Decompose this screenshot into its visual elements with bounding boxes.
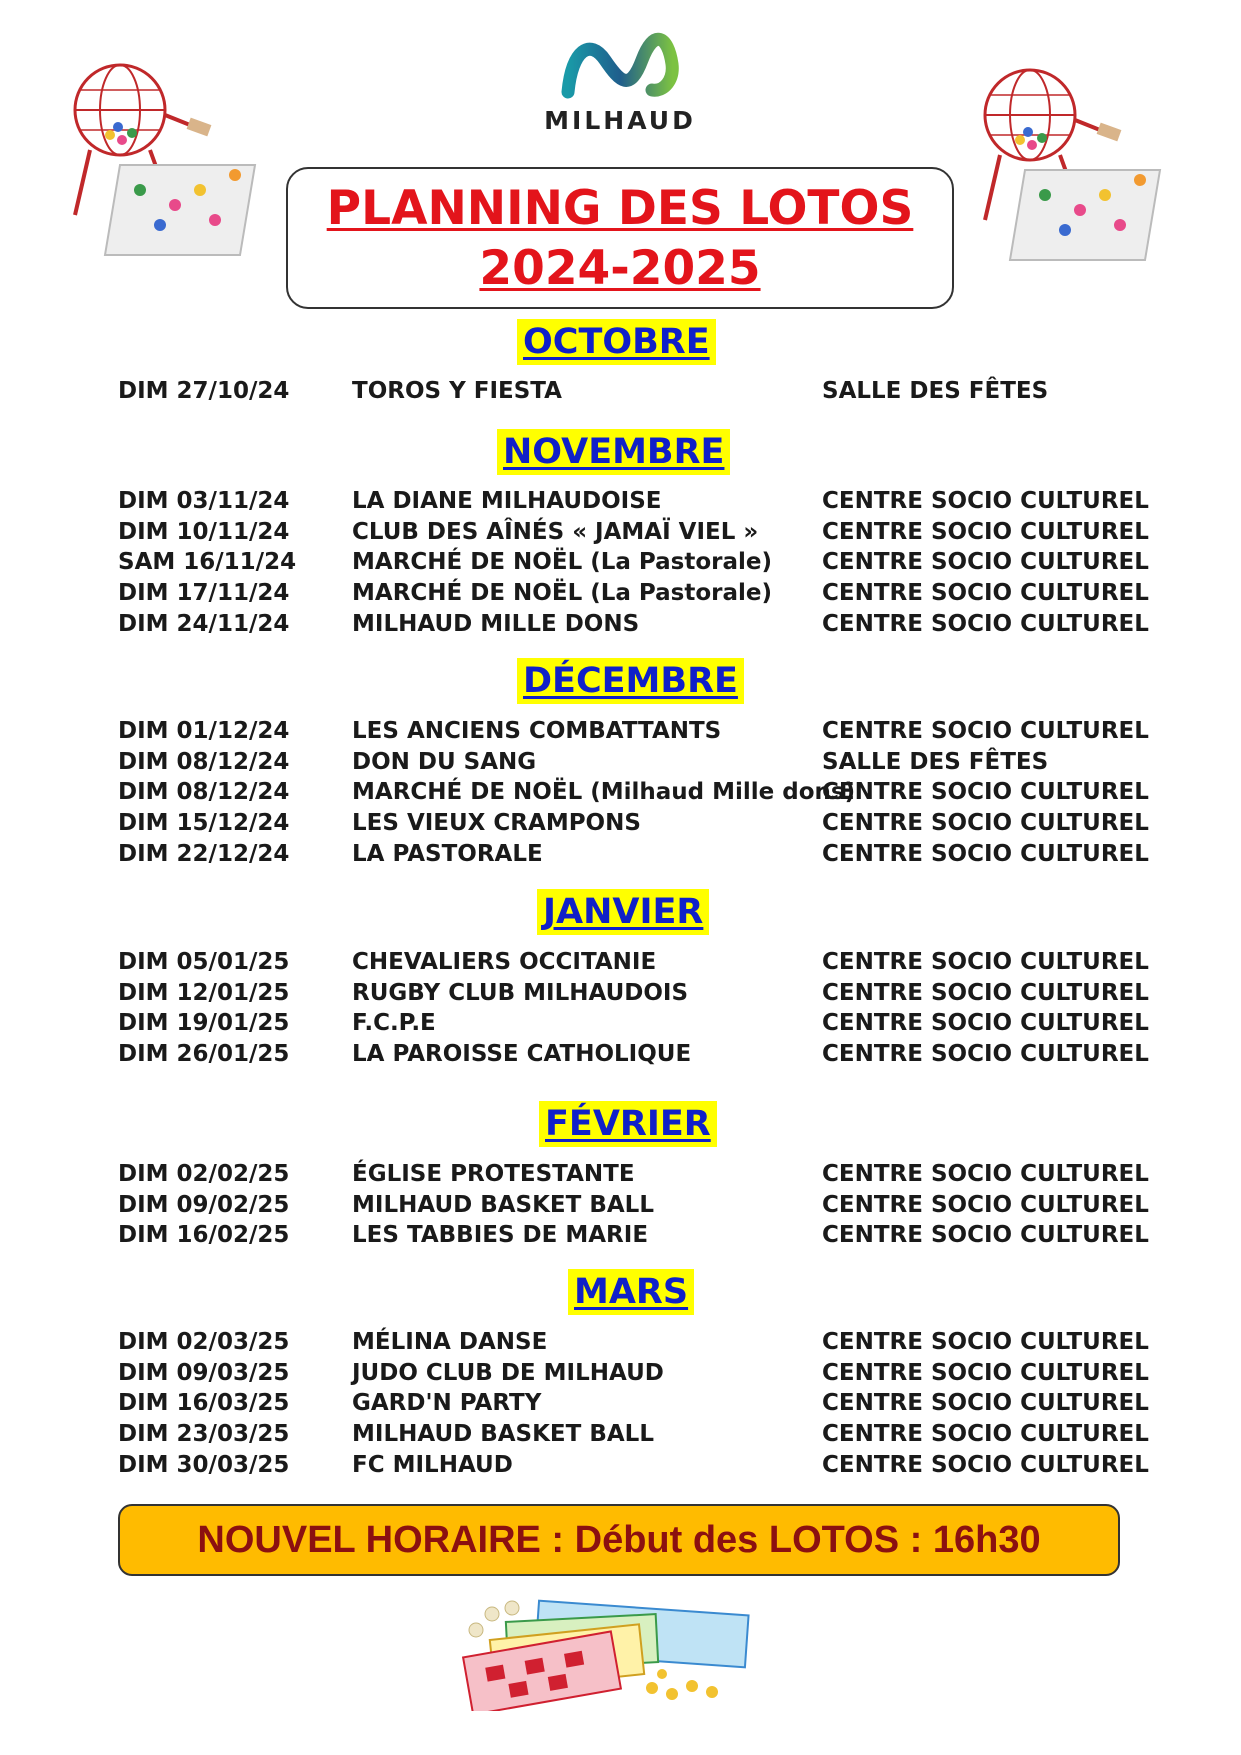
event-date: DIM 02/03/25 (118, 1329, 290, 1355)
event-date: DIM 24/11/24 (118, 611, 290, 637)
schedule-row (0, 1008, 1241, 1039)
event-venue: CENTRE SOCIO CULTUREL (822, 611, 1149, 637)
title-box (286, 167, 954, 309)
event-organizer: LA DIANE MILHAUDOISE (352, 488, 662, 514)
event-venue: SALLE DES FÊTES (822, 749, 1049, 775)
event-venue: CENTRE SOCIO CULTUREL (822, 1161, 1149, 1187)
schedule-row (0, 808, 1241, 839)
event-date: DIM 19/01/25 (118, 1010, 290, 1036)
event-organizer: F.C.P.E (352, 1010, 436, 1036)
schedule-row (0, 1358, 1241, 1389)
event-date: DIM 15/12/24 (118, 810, 290, 836)
event-organizer: MARCHÉ DE NOËL (La Pastorale) (352, 549, 773, 575)
event-organizer: MARCHÉ DE NOËL (Milhaud Mille dons) (352, 779, 856, 805)
schedule-row (0, 1190, 1241, 1221)
month-heading: MARS (568, 1269, 694, 1315)
event-date: DIM 05/01/25 (118, 949, 290, 975)
schedule-row (0, 1327, 1241, 1358)
event-venue: SALLE DES FÊTES (822, 378, 1049, 404)
event-date: DIM 10/11/24 (118, 519, 290, 545)
event-date: DIM 09/03/25 (118, 1360, 290, 1386)
schedule-row (0, 1388, 1241, 1419)
event-organizer: MÉLINA DANSE (352, 1329, 548, 1355)
bingo-board-icon (1005, 165, 1165, 265)
schedule-row (0, 517, 1241, 548)
event-organizer: LA PAROISSE CATHOLIQUE (352, 1041, 692, 1067)
page-title: PLANNING DES LOTOS (326, 181, 914, 236)
event-venue: CENTRE SOCIO CULTUREL (822, 980, 1149, 1006)
event-organizer: RUGBY CLUB MILHAUDOIS (352, 980, 689, 1006)
event-venue: CENTRE SOCIO CULTUREL (822, 1222, 1149, 1248)
schedule-row (0, 716, 1241, 747)
month-heading: DÉCEMBRE (517, 658, 744, 704)
event-venue: CENTRE SOCIO CULTUREL (822, 549, 1149, 575)
event-venue: CENTRE SOCIO CULTUREL (822, 519, 1149, 545)
event-venue: CENTRE SOCIO CULTUREL (822, 1329, 1149, 1355)
event-organizer: LES TABBIES DE MARIE (352, 1222, 649, 1248)
event-date: DIM 17/11/24 (118, 580, 290, 606)
schedule-row (0, 1419, 1241, 1450)
event-date: DIM 08/12/24 (118, 779, 290, 805)
event-organizer: CLUB DES AÎNÉS « JAMAÏ VIEL » (352, 519, 759, 545)
schedule-notice-banner: NOUVEL HORAIRE : Début des LOTOS : 16h30 (118, 1504, 1120, 1576)
season-title: 2024-2025 (479, 241, 761, 296)
event-organizer: MILHAUD BASKET BALL (352, 1192, 654, 1218)
schedule-row (0, 547, 1241, 578)
event-date: DIM 23/03/25 (118, 1421, 290, 1447)
month-heading: NOVEMBRE (497, 429, 730, 475)
event-organizer: JUDO CLUB DE MILHAUD (352, 1360, 664, 1386)
month-heading: OCTOBRE (517, 319, 716, 365)
schedule-row (0, 1039, 1241, 1070)
month-heading: JANVIER (537, 889, 709, 935)
event-organizer: DON DU SANG (352, 749, 537, 775)
event-date: DIM 02/02/25 (118, 1161, 290, 1187)
milhaud-wave-icon (560, 30, 680, 100)
event-venue: CENTRE SOCIO CULTUREL (822, 841, 1149, 867)
schedule-row (0, 1450, 1241, 1481)
logo-text: MILHAUD (544, 106, 696, 135)
event-date: DIM 26/01/25 (118, 1041, 290, 1067)
event-organizer: GARD'N PARTY (352, 1390, 542, 1416)
schedule-row (0, 1220, 1241, 1251)
event-venue: CENTRE SOCIO CULTUREL (822, 949, 1149, 975)
event-date: DIM 09/02/25 (118, 1192, 290, 1218)
event-date: DIM 16/03/25 (118, 1390, 290, 1416)
event-date: DIM 08/12/24 (118, 749, 290, 775)
event-date: DIM 16/02/25 (118, 1222, 290, 1248)
event-venue: CENTRE SOCIO CULTUREL (822, 1452, 1149, 1478)
event-date: DIM 30/03/25 (118, 1452, 290, 1478)
event-date: DIM 27/10/24 (118, 378, 290, 404)
event-venue: CENTRE SOCIO CULTUREL (822, 1010, 1149, 1036)
schedule-row (0, 978, 1241, 1009)
month-heading: FÉVRIER (539, 1101, 717, 1147)
schedule-row (0, 777, 1241, 808)
event-organizer: MILHAUD MILLE DONS (352, 611, 640, 637)
event-venue: CENTRE SOCIO CULTUREL (822, 1390, 1149, 1416)
event-organizer: ÉGLISE PROTESTANTE (352, 1161, 635, 1187)
event-venue: CENTRE SOCIO CULTUREL (822, 1421, 1149, 1447)
milhaud-logo (520, 30, 720, 135)
event-date: DIM 01/12/24 (118, 718, 290, 744)
schedule-row (0, 578, 1241, 609)
schedule-row (0, 486, 1241, 517)
event-organizer: LA PASTORALE (352, 841, 543, 867)
event-organizer: FC MILHAUD (352, 1452, 513, 1478)
event-date: DIM 03/11/24 (118, 488, 290, 514)
event-venue: CENTRE SOCIO CULTUREL (822, 718, 1149, 744)
event-venue: CENTRE SOCIO CULTUREL (822, 779, 1149, 805)
schedule-row (0, 376, 1241, 407)
event-date: SAM 16/11/24 (118, 549, 297, 575)
bingo-board-icon (100, 160, 260, 260)
event-date: DIM 12/01/25 (118, 980, 290, 1006)
event-organizer: CHEVALIERS OCCITANIE (352, 949, 657, 975)
bingo-cards-icon (462, 1596, 762, 1711)
event-venue: CENTRE SOCIO CULTUREL (822, 488, 1149, 514)
schedule-row (0, 609, 1241, 640)
event-venue: CENTRE SOCIO CULTUREL (822, 810, 1149, 836)
event-venue: CENTRE SOCIO CULTUREL (822, 1360, 1149, 1386)
event-venue: CENTRE SOCIO CULTUREL (822, 580, 1149, 606)
schedule-row (0, 1159, 1241, 1190)
event-organizer: MILHAUD BASKET BALL (352, 1421, 654, 1447)
event-organizer: LES ANCIENS COMBATTANTS (352, 718, 722, 744)
event-venue: CENTRE SOCIO CULTUREL (822, 1192, 1149, 1218)
event-organizer: TOROS Y FIESTA (352, 378, 562, 404)
schedule-row (0, 839, 1241, 870)
event-venue: CENTRE SOCIO CULTUREL (822, 1041, 1149, 1067)
event-date: DIM 22/12/24 (118, 841, 290, 867)
event-organizer: LES VIEUX CRAMPONS (352, 810, 641, 836)
schedule-row (0, 947, 1241, 978)
schedule-row (0, 747, 1241, 778)
event-organizer: MARCHÉ DE NOËL (La Pastorale) (352, 580, 773, 606)
